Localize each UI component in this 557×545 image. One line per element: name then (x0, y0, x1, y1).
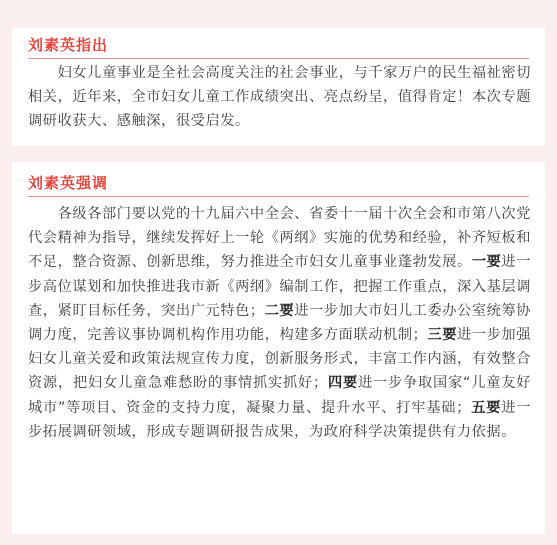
title-underline (28, 196, 529, 197)
key-point-4-label: 四要 (327, 375, 359, 392)
paragraph-text: 妇女儿童事业是全社会高度关注的社会事业，与千家万户的民生福祉密切相关，近年来，全市妇女儿童工作成绩突出、亮点纷呈，值得肯定！本次专题调研收获大、感触深，很受启发。 (28, 65, 532, 130)
key-point-2-text: 进一步加大市妇儿工委办公室统筹协调力度，完善议事协调机构作用功能，构建多方面联动机制； (28, 302, 531, 344)
key-point-2-label: 二要 (264, 302, 295, 319)
key-point-1-text: 进一步高位谋划和加快推进我市新《两纲》编制工作，把握工作重点，深入基层调查，紧盯目标任务，突出广元特色； (28, 254, 531, 319)
key-point-1-label: 一要 (471, 254, 502, 271)
key-point-5-text: 进一步拓展调研领域，形成专题调研报告成果，为政府科学决策提供有力依据。 (28, 399, 531, 440)
section-card-emphasized (12, 162, 545, 534)
section-card-pointed-out (12, 28, 545, 146)
section-title: 刘素英指出 (28, 36, 109, 54)
key-point-4-text: 进一步争取国家“儿童友好城市”等项目、资金的支持力度，凝聚力量、提升水平、打牢基础； (28, 375, 531, 416)
key-point-3-text: 进一步加强妇女儿童关爱和政策法规宣传力度，创新服务形式，丰富工作内涵，有效整合资源，把妇女儿童急难愁盼的事情抓实抓好； (28, 327, 531, 392)
section-paragraph (28, 202, 531, 444)
title-underline (28, 58, 529, 59)
section-paragraph (28, 61, 531, 134)
section-title: 刘素英强调 (28, 174, 109, 192)
key-point-3-label: 三要 (427, 327, 458, 344)
intro-text: 各级各部门要以党的十九届六中全会、省委十一届十次全会和市第八次党代会精神为指导，继续发挥好上一轮《两纲》实施的优势和经验，补齐短板和不足，整合资源、创新思维，努力推进全市妇女儿童事业蓬勃发展。 (28, 206, 532, 271)
key-point-5-label: 五要 (470, 399, 502, 416)
